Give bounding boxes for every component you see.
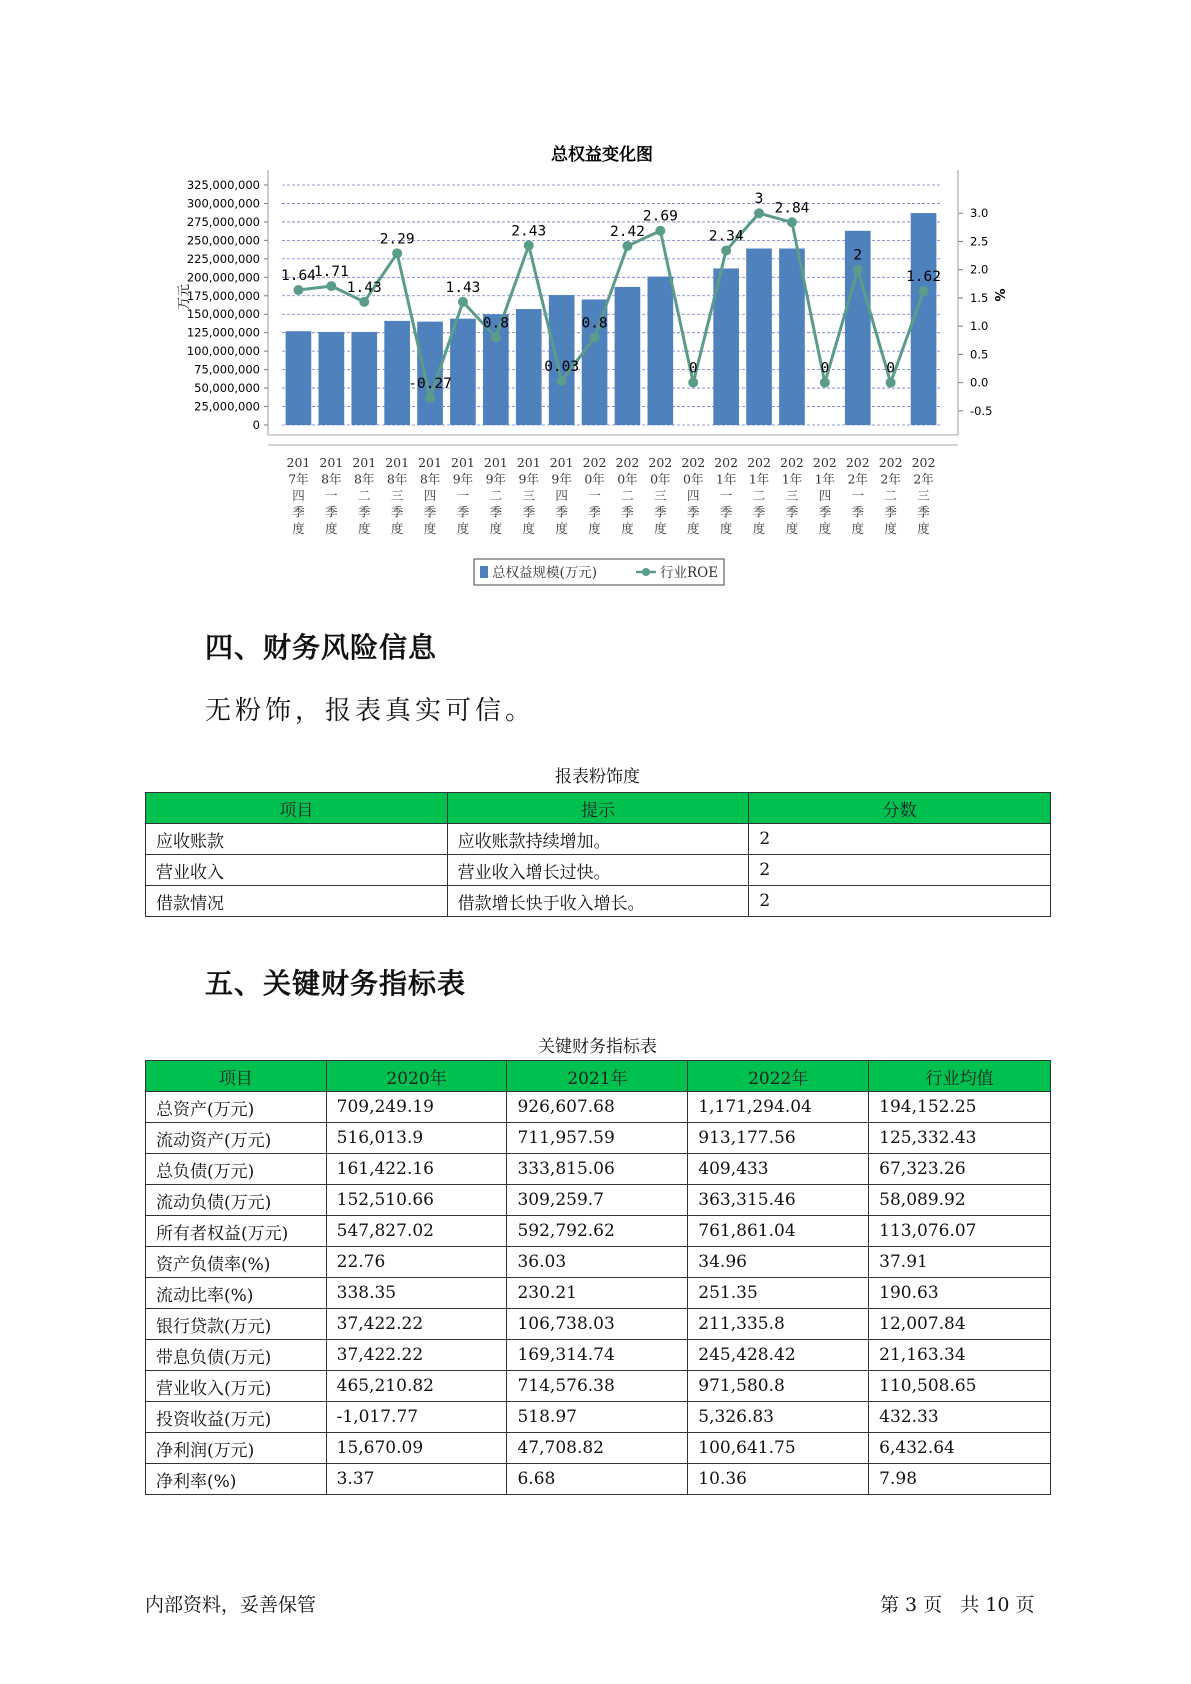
indicator-table-row bbox=[146, 1247, 1051, 1278]
indicator-table-header-cell: 行业均值 bbox=[869, 1061, 1051, 1092]
indicator-table-cell: 211,335.8 bbox=[688, 1309, 869, 1340]
risk-table-row bbox=[146, 855, 1051, 886]
x-tick-label: 9年 bbox=[452, 471, 474, 487]
legend-bar-swatch bbox=[480, 566, 488, 578]
indicator-table-cell: 592,792.62 bbox=[507, 1216, 688, 1247]
x-tick-label: 8年 bbox=[321, 471, 342, 487]
chart-legend bbox=[474, 559, 724, 585]
x-tick-label: 四 bbox=[818, 488, 832, 503]
roe-data-label: 0.8 bbox=[482, 315, 509, 332]
y-tick-label: 325,000,000 bbox=[186, 178, 260, 192]
bar bbox=[615, 287, 641, 425]
risk-table-cell: 借款增长快于收入增长。 bbox=[447, 886, 749, 917]
indicator-table-cell: 100,641.75 bbox=[688, 1433, 869, 1464]
risk-table-cell: 营业收入增长过快。 bbox=[447, 855, 749, 886]
page-number: 第 3 页 共 10 页 bbox=[880, 1594, 1035, 1616]
x-tick-label: 季 bbox=[884, 504, 897, 520]
x-tick-label: 201 bbox=[516, 455, 541, 470]
x-tick-label: 2年 bbox=[913, 471, 934, 487]
y-tick-label: 200,000,000 bbox=[186, 270, 260, 285]
x-tick-label: 一 bbox=[851, 488, 865, 503]
x-tick-label: 202 bbox=[845, 455, 870, 470]
indicator-table-cell: 516,013.9 bbox=[326, 1123, 507, 1154]
x-tick-label: 度 bbox=[588, 521, 601, 536]
indicator-table-cell: 37,422.22 bbox=[326, 1309, 507, 1340]
indicator-table-cell: 106,738.03 bbox=[507, 1309, 688, 1340]
x-tick-label: 201 bbox=[352, 455, 377, 470]
indicator-table-cell: 37,422.22 bbox=[326, 1340, 507, 1371]
x-tick-label: 0年 bbox=[683, 471, 704, 487]
x-tick-label: 季 bbox=[818, 504, 832, 520]
indicator-table-cell: 709,249.19 bbox=[326, 1092, 507, 1123]
bar bbox=[516, 309, 542, 425]
indicator-table-cell: 110,508.65 bbox=[869, 1371, 1051, 1402]
x-tick-label: 度 bbox=[785, 521, 799, 536]
x-tick-label: 201 bbox=[286, 455, 311, 470]
risk-table-cell: 2 bbox=[749, 824, 1051, 855]
roe-point bbox=[754, 208, 764, 218]
indicator-table-cell: 7.98 bbox=[869, 1464, 1051, 1495]
roe-data-label: 0.8 bbox=[581, 315, 608, 332]
indicator-table-cell: 152,510.66 bbox=[326, 1185, 507, 1216]
indicator-table-cell: 338.35 bbox=[326, 1278, 507, 1309]
x-tick-label: 二 bbox=[357, 488, 371, 503]
indicator-table-cell: 6.68 bbox=[507, 1464, 688, 1495]
risk-table-header-cell: 分数 bbox=[749, 793, 1051, 824]
x-tick-label: 1年 bbox=[781, 471, 803, 487]
x-tick-label: 201 bbox=[385, 455, 410, 470]
x-tick-label: 三 bbox=[390, 488, 404, 503]
x-tick-label: 四 bbox=[423, 488, 437, 503]
indicator-table-cell: 3.37 bbox=[326, 1464, 507, 1495]
x-tick-label: 202 bbox=[648, 455, 673, 470]
bar bbox=[319, 332, 345, 425]
y2-tick-label: 2.0 bbox=[970, 262, 989, 277]
x-tick-label: 季 bbox=[390, 504, 404, 520]
section4-heading: 四、财务风险信息 bbox=[205, 631, 438, 664]
indicator-table-row bbox=[146, 1278, 1051, 1309]
indicator-table-cell: 15,670.09 bbox=[326, 1433, 507, 1464]
indicator-table-cell: 6,432.64 bbox=[869, 1433, 1051, 1464]
indicator-table-caption: 关键财务指标表 bbox=[538, 1037, 657, 1057]
x-tick-label: 季 bbox=[456, 504, 470, 520]
bar bbox=[286, 331, 312, 425]
risk-table-cell: 借款情况 bbox=[146, 886, 448, 917]
x-tick-label: 8年 bbox=[386, 471, 408, 487]
x-tick-label: 8年 bbox=[354, 471, 375, 487]
x-tick-label: 二 bbox=[621, 488, 634, 503]
x-tick-label: 度 bbox=[456, 521, 470, 536]
y2-tick-label: 0.5 bbox=[970, 347, 989, 362]
y-tick-label: 50,000,000 bbox=[194, 381, 260, 396]
indicator-table-cell: 547,827.02 bbox=[326, 1216, 507, 1247]
indicator-table-cell: 58,089.92 bbox=[869, 1185, 1051, 1216]
x-tick-label: 度 bbox=[851, 521, 865, 536]
roe-data-label: -0.27 bbox=[408, 375, 452, 392]
roe-point bbox=[590, 332, 600, 342]
x-tick-label: 季 bbox=[654, 504, 667, 520]
equity-change-chart bbox=[150, 135, 1050, 590]
x-tick-label: 季 bbox=[621, 504, 634, 520]
y-tick-label: 100,000,000 bbox=[186, 344, 260, 359]
x-tick-label: 202 bbox=[812, 455, 837, 470]
indicator-table-row bbox=[146, 1464, 1051, 1495]
indicator-table-cell: 67,323.26 bbox=[869, 1154, 1051, 1185]
roe-point bbox=[853, 265, 863, 275]
roe-data-label: 1.43 bbox=[445, 279, 481, 296]
x-tick-label: 季 bbox=[489, 504, 503, 520]
section5-heading: 五、关键财务指标表 bbox=[205, 967, 467, 1000]
y-tick-label: 75,000,000 bbox=[194, 362, 260, 377]
roe-data-label: 2 bbox=[853, 247, 863, 264]
x-tick-label: 度 bbox=[917, 521, 930, 536]
roe-data-label: 2.34 bbox=[708, 228, 744, 245]
roe-data-label: 2.29 bbox=[379, 231, 415, 248]
indicator-table-cell: 518.97 bbox=[507, 1402, 688, 1433]
indicator-table-cell: 10.36 bbox=[688, 1464, 869, 1495]
indicator-table-header-cell: 2020年 bbox=[326, 1061, 507, 1092]
legend-line-marker bbox=[642, 568, 650, 576]
x-tick-label: 度 bbox=[686, 521, 700, 536]
x-tick-label: 0年 bbox=[650, 471, 671, 487]
indicator-table-cell: 流动资产(万元) bbox=[146, 1123, 327, 1154]
roe-point bbox=[622, 241, 632, 251]
risk-table-cell: 营业收入 bbox=[146, 855, 448, 886]
y-tick-label: 250,000,000 bbox=[186, 233, 260, 248]
bar bbox=[450, 319, 476, 425]
y2-tick-label: 3.0 bbox=[970, 206, 989, 221]
x-tick-label: 1年 bbox=[715, 471, 737, 487]
x-tick-label: 度 bbox=[292, 521, 305, 536]
bar bbox=[779, 249, 805, 425]
x-tick-label: 度 bbox=[884, 521, 897, 536]
x-tick-label: 一 bbox=[588, 488, 601, 503]
x-tick-label: 度 bbox=[752, 521, 766, 536]
indicator-table-cell: 21,163.34 bbox=[869, 1340, 1051, 1371]
indicator-table-cell: 流动比率(%) bbox=[146, 1278, 327, 1309]
x-tick-label: 202 bbox=[911, 455, 936, 470]
indicator-table-header-cell: 项目 bbox=[146, 1061, 327, 1092]
chart-title: 总权益变化图 bbox=[551, 145, 653, 165]
y-tick-label: 150,000,000 bbox=[186, 307, 260, 322]
indicator-table-cell: 309,259.7 bbox=[507, 1185, 688, 1216]
x-tick-label: 0年 bbox=[617, 471, 638, 487]
x-tick-label: 202 bbox=[747, 455, 771, 470]
roe-point bbox=[557, 376, 567, 386]
x-tick-label: 201 bbox=[451, 455, 475, 470]
x-tick-label: 2年 bbox=[880, 471, 901, 487]
indicator-table bbox=[145, 1060, 1051, 1495]
x-tick-label: 季 bbox=[325, 504, 338, 520]
x-tick-label: 季 bbox=[588, 504, 601, 520]
x-tick-label: 1年 bbox=[748, 471, 770, 487]
x-tick-label: 度 bbox=[621, 521, 634, 536]
y-tick-label: 275,000,000 bbox=[186, 214, 260, 229]
indicator-table-cell: 913,177.56 bbox=[688, 1123, 869, 1154]
risk-table-header-cell: 提示 bbox=[447, 793, 749, 824]
indicator-table-cell: 169,314.74 bbox=[507, 1340, 688, 1371]
roe-data-label: 3 bbox=[754, 191, 764, 208]
x-tick-label: 度 bbox=[423, 521, 437, 536]
indicator-table-cell: 银行贷款(万元) bbox=[146, 1309, 327, 1340]
x-tick-label: 三 bbox=[785, 488, 799, 503]
roe-data-label: 0 bbox=[820, 360, 830, 377]
indicator-table-row bbox=[146, 1216, 1051, 1247]
roe-data-label: 0 bbox=[688, 360, 698, 377]
indicator-table-row bbox=[146, 1433, 1051, 1464]
bar bbox=[746, 249, 772, 425]
indicator-table-cell: 409,433 bbox=[688, 1154, 869, 1185]
indicator-table-row bbox=[146, 1123, 1051, 1154]
x-tick-label: 度 bbox=[390, 521, 404, 536]
x-tick-label: 201 bbox=[319, 455, 344, 470]
y-tick-label: 0 bbox=[252, 418, 260, 432]
indicator-table-cell: 5,326.83 bbox=[688, 1402, 869, 1433]
indicator-table-cell: 资产负债率(%) bbox=[146, 1247, 327, 1278]
x-tick-label: 度 bbox=[719, 521, 733, 536]
x-tick-label: 0年 bbox=[584, 471, 605, 487]
indicator-table-cell: 1,171,294.04 bbox=[688, 1092, 869, 1123]
footer-note: 内部资料，妥善保管 bbox=[145, 1594, 317, 1616]
roe-data-label: 2.69 bbox=[642, 208, 678, 225]
indicator-table-cell: 194,152.25 bbox=[869, 1092, 1051, 1123]
roe-data-label: 2.84 bbox=[774, 200, 810, 217]
x-tick-label: 度 bbox=[555, 521, 568, 536]
roe-point bbox=[425, 393, 435, 403]
x-tick-label: 四 bbox=[686, 488, 700, 503]
indicator-table-row bbox=[146, 1154, 1051, 1185]
indicator-table-cell: 净利润(万元) bbox=[146, 1433, 327, 1464]
risk-table-row bbox=[146, 886, 1051, 917]
x-tick-label: 季 bbox=[752, 504, 766, 520]
indicator-table-cell: 净利率(%) bbox=[146, 1464, 327, 1495]
roe-point bbox=[392, 248, 402, 258]
x-tick-label: 8年 bbox=[419, 471, 441, 487]
roe-point bbox=[326, 281, 336, 291]
risk-table-cell: 2 bbox=[749, 855, 1051, 886]
roe-point bbox=[293, 285, 303, 295]
x-tick-label: 202 bbox=[615, 455, 640, 470]
x-tick-label: 四 bbox=[555, 488, 568, 503]
x-tick-label: 四 bbox=[292, 488, 305, 503]
x-tick-label: 202 bbox=[582, 455, 607, 470]
indicator-table-header-row bbox=[146, 1061, 1051, 1092]
x-tick-label: 三 bbox=[522, 488, 536, 503]
risk-table-row bbox=[146, 824, 1051, 855]
roe-data-label: 0 bbox=[886, 360, 896, 377]
indicator-table-cell: 带息负债(万元) bbox=[146, 1340, 327, 1371]
x-tick-label: 季 bbox=[851, 504, 865, 520]
y-tick-label: 300,000,000 bbox=[186, 196, 260, 211]
y-tick-label: 175,000,000 bbox=[186, 288, 260, 303]
indicator-table-cell: 36.03 bbox=[507, 1247, 688, 1278]
indicator-table-cell: 333,815.06 bbox=[507, 1154, 688, 1185]
x-tick-label: 季 bbox=[522, 504, 536, 520]
roe-data-label: 1.62 bbox=[906, 269, 942, 286]
indicator-table-cell: 营业收入(万元) bbox=[146, 1371, 327, 1402]
indicator-table-row bbox=[146, 1371, 1051, 1402]
y2-tick-label: 2.5 bbox=[970, 234, 989, 249]
indicator-table-cell: 37.91 bbox=[869, 1247, 1051, 1278]
section4-paragraph: 无粉饰，报表真实可信。 bbox=[205, 696, 536, 726]
indicator-table-row bbox=[146, 1340, 1051, 1371]
indicator-table-cell: 363,315.46 bbox=[688, 1185, 869, 1216]
x-tick-label: 9年 bbox=[551, 471, 572, 487]
risk-table-header-cell: 项目 bbox=[146, 793, 448, 824]
roe-data-label: 0.03 bbox=[544, 358, 580, 375]
x-tick-label: 1年 bbox=[814, 471, 836, 487]
x-tick-label: 度 bbox=[654, 521, 667, 536]
roe-point bbox=[491, 332, 501, 342]
y-tick-label: 225,000,000 bbox=[186, 251, 260, 266]
roe-data-label: 2.42 bbox=[609, 223, 645, 240]
roe-point bbox=[359, 297, 369, 307]
y2-tick-label: -0.5 bbox=[970, 403, 993, 418]
indicator-table-cell: 34.96 bbox=[688, 1247, 869, 1278]
y2-tick-label: 0.0 bbox=[970, 375, 989, 390]
x-tick-label: 季 bbox=[423, 504, 437, 520]
indicator-table-header-cell: 2022年 bbox=[688, 1061, 869, 1092]
indicator-table-row bbox=[146, 1185, 1051, 1216]
x-tick-label: 二 bbox=[489, 488, 503, 503]
indicator-table-row bbox=[146, 1402, 1051, 1433]
roe-point bbox=[820, 378, 830, 388]
roe-data-label: 1.64 bbox=[280, 268, 316, 285]
roe-point bbox=[688, 378, 698, 388]
roe-data-label: 1.71 bbox=[313, 264, 349, 281]
x-tick-label: 202 bbox=[714, 455, 739, 470]
roe-point bbox=[787, 217, 797, 227]
roe-data-label: 2.43 bbox=[511, 223, 547, 240]
x-tick-label: 201 bbox=[549, 455, 574, 470]
indicator-table-cell: 711,957.59 bbox=[507, 1123, 688, 1154]
indicator-table-cell: 投资收益(万元) bbox=[146, 1402, 327, 1433]
x-tick-label: 度 bbox=[357, 521, 371, 536]
indicator-table-cell: 161,422.16 bbox=[326, 1154, 507, 1185]
x-tick-label: 9年 bbox=[485, 471, 507, 487]
x-tick-label: 二 bbox=[884, 488, 897, 503]
indicator-table-cell: 971,580.8 bbox=[688, 1371, 869, 1402]
risk-table-cell: 应收账款 bbox=[146, 824, 448, 855]
indicator-table-cell: 125,332.43 bbox=[869, 1123, 1051, 1154]
x-tick-label: 7年 bbox=[288, 471, 309, 487]
x-tick-label: 季 bbox=[292, 504, 305, 520]
legend-line-label: 行业ROE bbox=[660, 565, 719, 581]
x-tick-label: 度 bbox=[522, 521, 536, 536]
indicator-table-cell: 245,428.42 bbox=[688, 1340, 869, 1371]
x-tick-label: 201 bbox=[418, 455, 442, 470]
risk-table-caption: 报表粉饰度 bbox=[555, 767, 640, 787]
indicator-table-cell: 714,576.38 bbox=[507, 1371, 688, 1402]
x-tick-label: 季 bbox=[917, 504, 930, 520]
indicator-table-cell: 47,708.82 bbox=[507, 1433, 688, 1464]
risk-table bbox=[145, 792, 1051, 917]
y2-axis-label: % bbox=[991, 288, 1006, 302]
indicator-table-cell: 12,007.84 bbox=[869, 1309, 1051, 1340]
indicator-table-header-cell: 2021年 bbox=[507, 1061, 688, 1092]
indicator-table-cell: 432.33 bbox=[869, 1402, 1051, 1433]
indicator-table-cell: 总资产(万元) bbox=[146, 1092, 327, 1123]
indicator-table-cell: 22.76 bbox=[326, 1247, 507, 1278]
indicator-table-row bbox=[146, 1309, 1051, 1340]
indicator-table-cell: 230.21 bbox=[507, 1278, 688, 1309]
legend-bar-label: 总权益规模(万元) bbox=[492, 565, 598, 581]
roe-point bbox=[721, 246, 731, 256]
risk-table-cell: 应收账款持续增加。 bbox=[447, 824, 749, 855]
x-tick-label: 一 bbox=[456, 488, 470, 503]
y-axis-label: 万元 bbox=[177, 283, 192, 311]
roe-point bbox=[524, 240, 534, 250]
indicator-table-cell: 流动负债(万元) bbox=[146, 1185, 327, 1216]
x-tick-label: 季 bbox=[686, 504, 700, 520]
indicator-table-cell: 761,861.04 bbox=[688, 1216, 869, 1247]
x-tick-label: 三 bbox=[917, 488, 930, 503]
roe-point bbox=[655, 226, 665, 236]
indicator-table-cell: -1,017.77 bbox=[326, 1402, 507, 1433]
x-tick-label: 二 bbox=[752, 488, 766, 503]
bar bbox=[384, 321, 410, 425]
risk-table-header-row bbox=[146, 793, 1051, 824]
x-tick-label: 202 bbox=[681, 455, 706, 470]
roe-point bbox=[919, 286, 929, 296]
y-tick-label: 25,000,000 bbox=[194, 399, 260, 414]
indicator-table-cell: 190.63 bbox=[869, 1278, 1051, 1309]
x-tick-label: 202 bbox=[878, 455, 903, 470]
x-tick-label: 季 bbox=[555, 504, 568, 520]
risk-table-cell: 2 bbox=[749, 886, 1051, 917]
x-tick-label: 201 bbox=[483, 455, 508, 470]
y2-tick-label: 1.0 bbox=[970, 319, 989, 334]
x-tick-label: 度 bbox=[818, 521, 832, 536]
x-tick-label: 9年 bbox=[518, 471, 539, 487]
x-tick-label: 季 bbox=[719, 504, 733, 520]
roe-point bbox=[458, 297, 468, 307]
bar bbox=[648, 277, 674, 425]
x-tick-label: 三 bbox=[654, 488, 667, 503]
indicator-table-cell: 113,076.07 bbox=[869, 1216, 1051, 1247]
x-tick-label: 202 bbox=[780, 455, 804, 470]
indicator-table-cell: 251.35 bbox=[688, 1278, 869, 1309]
x-tick-label: 2年 bbox=[847, 471, 868, 487]
indicator-table-row bbox=[146, 1092, 1051, 1123]
roe-point bbox=[886, 378, 896, 388]
roe-data-label: 1.43 bbox=[346, 279, 382, 296]
x-tick-label: 一 bbox=[325, 488, 338, 503]
y-tick-label: 125,000,000 bbox=[186, 325, 260, 340]
indicator-table-cell: 所有者权益(万元) bbox=[146, 1216, 327, 1247]
x-tick-label: 度 bbox=[489, 521, 503, 536]
y2-tick-label: 1.5 bbox=[970, 290, 989, 305]
x-tick-label: 一 bbox=[719, 488, 733, 503]
x-tick-label: 季 bbox=[785, 504, 799, 520]
indicator-table-cell: 465,210.82 bbox=[326, 1371, 507, 1402]
x-tick-label: 度 bbox=[325, 521, 338, 536]
bar bbox=[351, 332, 377, 425]
indicator-table-cell: 总负债(万元) bbox=[146, 1154, 327, 1185]
indicator-table-cell: 926,607.68 bbox=[507, 1092, 688, 1123]
x-tick-label: 季 bbox=[357, 504, 371, 520]
